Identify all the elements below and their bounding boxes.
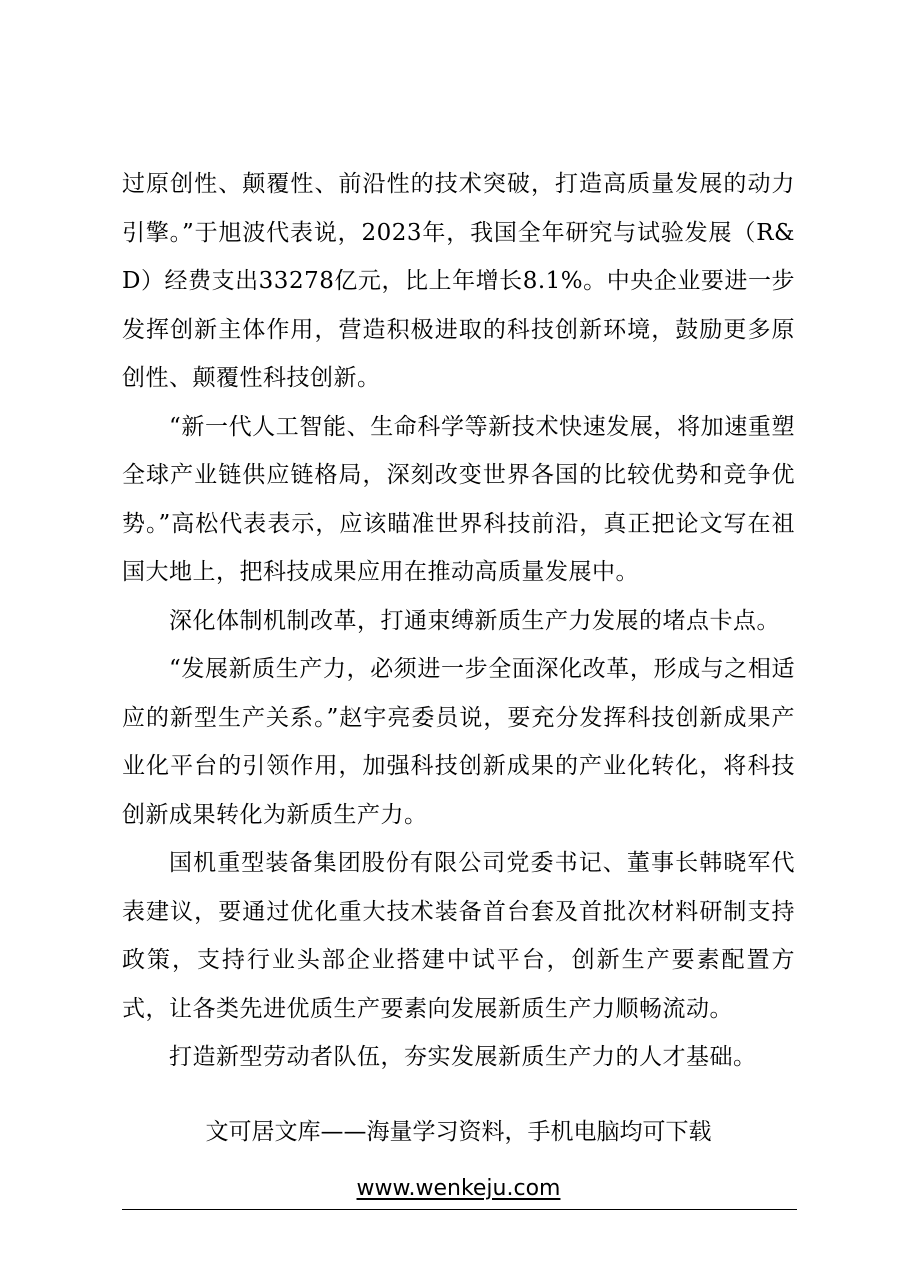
paragraph-5: 国机重型装备集团股份有限公司党委书记、董事长韩晓军代表建议，要通过优化重大技术装备首台套及首批次材料研制支持政策，支持行业头部企业搭建中试平台，创新生产要素配置方式，让各类先进优质生产要素向发展新质生产力顺畅流动。: [122, 850, 795, 1022]
footer-divider: [122, 1209, 797, 1210]
paragraph-4: “发展新质生产力，必须进一步全面深化改革，形成与之相适应的新型生产关系。”赵宇亮委员说，要充分发挥科技创新成果产业化平台的引领作用，加强科技创新成果的产业化转化，将科技创新成果转化为新质生产力。: [122, 656, 795, 828]
paragraph-2: “新一代人工智能、生命科学等新技术快速发展，将加速重塑全球产业链供应链格局，深刻改变世界各国的比较优势和竞争优势。”高松代表表示，应该瞄准世界科技前沿，真正把论文写在祖国大地上，把科技成果应用在推动高质量发展中。: [122, 413, 795, 585]
footer-url-link[interactable]: www.wenkeju.com: [356, 1176, 561, 1201]
paragraph-1: 过原创性、颠覆性、前沿性的技术突破，打造高质量发展的动力引擎。”于旭波代表说，2023年，我国全年研究与试验发展（R&D）经费支出33278亿元，比上年增长8.1%。中央企业要进一步发挥创新主体作用，营造积极进取的科技创新环境，鼓励更多原创性、颠覆性科技创新。: [122, 171, 795, 391]
paragraph-6: 打造新型劳动者队伍，夯实发展新质生产力的人才基础。: [169, 1044, 757, 1070]
footer-url[interactable]: [122, 1172, 795, 1206]
article-body: [122, 160, 795, 1082]
paragraph-3: 深化体制机制改革，打通束缚新质生产力发展的堵点卡点。: [169, 607, 780, 634]
footer-title: 文可居文库——海量学习资料，手机电脑均可下载: [205, 1119, 712, 1145]
